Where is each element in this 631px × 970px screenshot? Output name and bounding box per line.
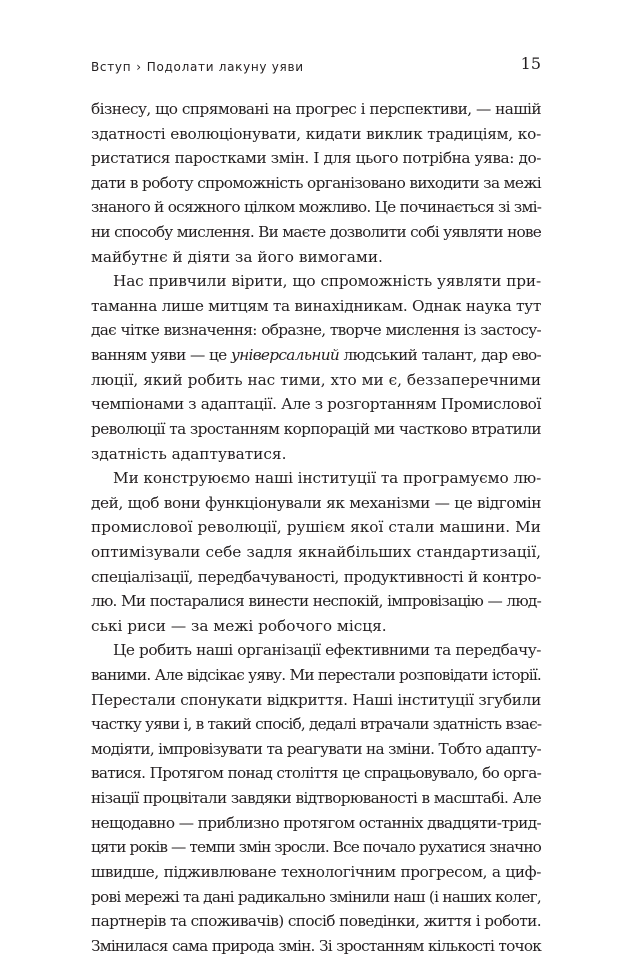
paragraph [91,97,541,269]
text-line: дати в роботу спроможність організовано виходити за межі [91,173,541,192]
text-line: рові мережі та дані радикально змінили наш (і наших колег, [91,887,542,906]
emphasis-text: універсальний [230,346,340,365]
text-line: таманна лише митцям та винахідникам. Однак наука тут [91,296,541,315]
text-line: майбутнє й діяти за його вимогами. [91,247,383,266]
text-line: ни способу мислення. Ви маєте дозволити собі уявляти нове [91,223,541,242]
body-text [91,97,541,958]
breadcrumb-separator: › [136,60,142,74]
running-head-breadcrumb [91,60,304,74]
text-line: ські риси — за межі робочого місця. [91,616,387,635]
text-line: оптимізували себе задля якнайбільших стандартизації, [91,542,541,561]
text-line: здатність адаптуватися. [91,444,287,463]
text-line: знаного й осяжного цілком можливо. Це починається зі змі- [91,198,542,217]
text-line: чемпіонами з адаптації. Але з розгортанням Промислової [91,395,541,414]
text-line: ваними. Але відсікає уяву. Ми перестали розповідати історії. [91,666,541,685]
text-line: модіяти, імпровізувати та реагувати на зміни. Тобто адапту- [91,739,541,758]
paragraph [91,269,541,466]
text-line: бізнесу, що спрямовані на прогрес і перспективи, — нашій [91,100,541,118]
text-line: Це робить наші організації ефективними та передбачу- [113,641,541,660]
text-line: Нас привчили вірити, що спроможність уявляти при- [113,272,541,291]
text-line: люції, який робить нас тими, хто ми є, беззаперечними [91,370,541,389]
text-line: цяти років — темпи змін зросли. Все почало рухатися значно [91,838,541,857]
text-line: нещодавно — приблизно протягом останніх двадцяти-трид- [91,813,541,832]
text-line [91,343,541,368]
text-line: Перестали спонукати відкриття. Наші інституції згубили [91,690,541,709]
page-number: 15 [520,54,541,73]
text-line: здатності еволюціонувати, кидати виклик традиціям, ко- [91,124,541,143]
text-line: нізації процвітали завдяки відтворюваності в масштабі. Але [91,789,541,808]
text-line: дей, щоб вони функціонували як механізми — це відгомін [91,493,541,512]
text-run: людський талант, дар ево- [339,346,541,365]
text-line: частку уяви і, в такий спосіб, дедалі втрачали здатність взає- [91,715,542,734]
text-run: ванням уяви — це [91,346,231,365]
running-head [91,54,541,78]
text-line: ристатися паростками змін. І для цього потрібна уява: до- [91,149,541,168]
text-line: спеціалізації, передбачуваності, продуктивності й контро- [91,567,541,586]
text-line: лю. Ми постаралися винести неспокій, імпровізацію — люд- [91,592,541,611]
paragraph [91,638,541,958]
chapter-title: Вступ [91,60,132,74]
text-line: революції та зростанням корпорацій ми частково втратили [91,419,541,438]
text-line: дає чітке визначення: образне, творче мислення із застосу- [91,321,541,340]
section-title: Подолати лакуну уяви [146,60,304,74]
text-line: швидше, підживлюване технологічним прогресом, а циф- [91,862,541,881]
text-line: ватися. Протягом понад століття це спрацьовувало, бо орга- [91,764,541,783]
text-line: Змінилася сама природа змін. Зі зростанням кількості точок [91,936,541,955]
text-line: промислової революції, рушієм якої стали машини. Ми [91,518,541,537]
text-line: Ми конструюємо наші інституції та програмуємо лю- [113,469,542,488]
paragraph [91,466,541,638]
text-line: партнерів та споживачів) спосіб поведінки, життя і роботи. [91,912,542,931]
